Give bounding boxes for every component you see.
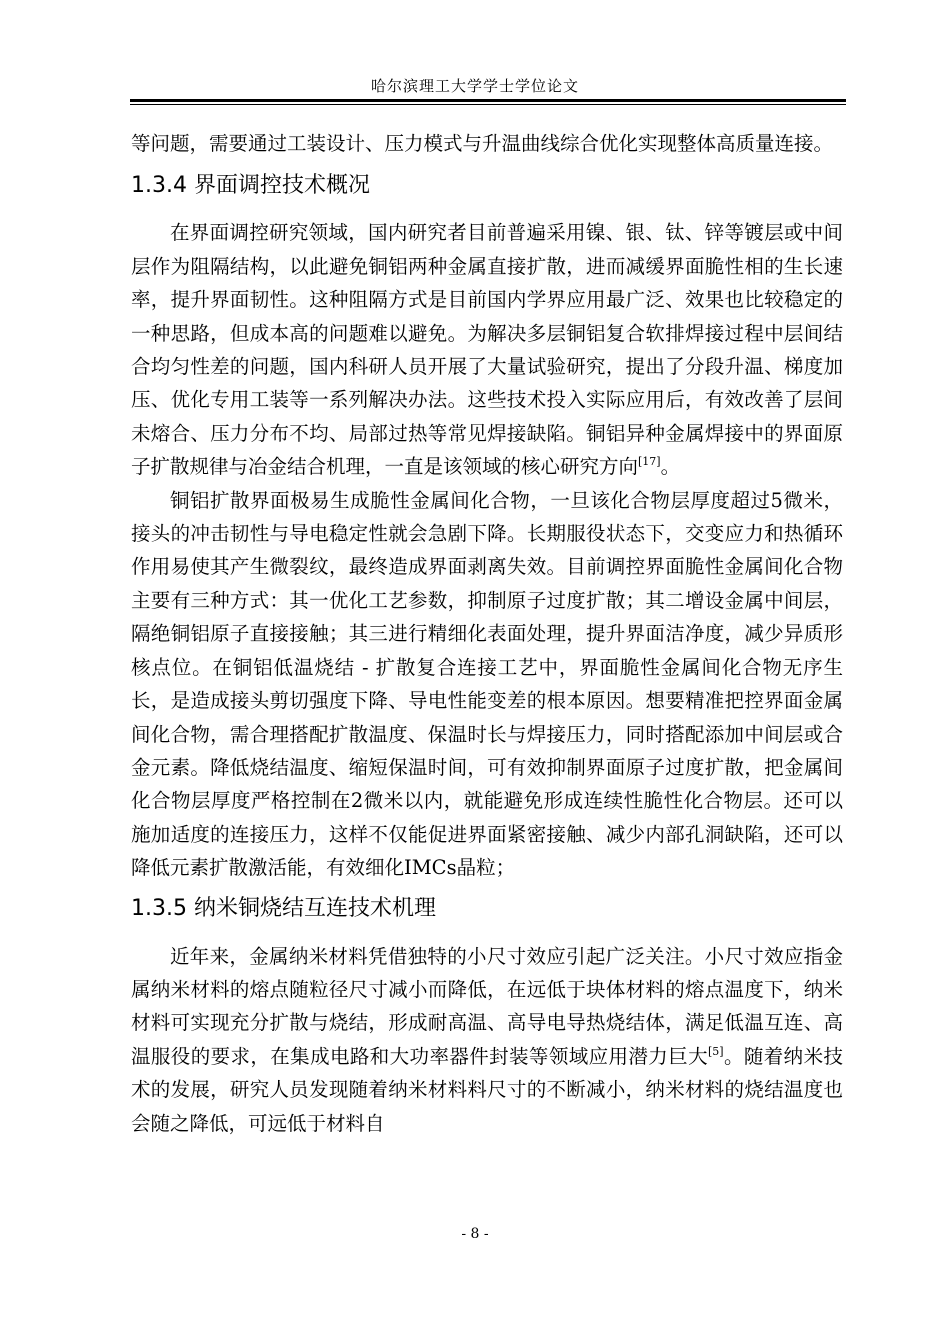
paragraph-text-end: 。 <box>660 455 681 479</box>
page-number: - 8 - <box>461 1226 489 1242</box>
paragraph-text-end: 。随着纳米技术的发展，研究人员发现随着纳米材料料尺寸的不断减小，纳米材料的烧结温度也会随之降低，可远低于材料自 <box>131 1044 843 1135</box>
paragraph-interface-control <box>131 216 843 483</box>
paragraph-nano-copper <box>131 940 843 1140</box>
header-rule-thick <box>130 99 846 102</box>
header-rule-thin <box>130 104 846 105</box>
paragraph-text: 在界面调控研究领域，国内研究者目前普遍采用镍、银、钛、锌等镀层或中间层作为阻隔结构，以此避免铜铝两种金属直接扩散，进而减缓界面脆性相的生长速率，提升界面韧性。这种阻隔方式是目前国内学界应用最广泛、效果也比较稳定的一种思路，但成本高的问题难以避免。为解决多层铜铝复合软排焊接过程中层间结合均匀性差的问题，国内科研人员开展了大量试验研究，提出了分段升温、梯度加压、优化专用工装等一系列解决办法。这些技术投入实际应用后，有效改善了层间未熔合、压力分布不均、局部过热等常见焊接缺陷。铜铝异种金属焊接中的界面原子扩散规律与冶金结合机理，一直是该领域的核心研究方向 <box>131 221 843 479</box>
section-heading-1-3-4: 1.3.4 界面调控技术概况 <box>131 173 370 199</box>
citation-ref: [17] <box>638 455 661 469</box>
paragraph-text: 近年来，金属纳米材料凭借独特的小尺寸效应引起广泛关注。小尺寸效应指金属纳米材料的熔点随粒径尺寸减小而降低，在远低于块体材料的熔点温度下，纳米材料可实现充分扩散与烧结，形成耐高温、高导电导热烧结体，满足低温互连、高温服役的要求，在集成电路和大功率器件封装等领域应用潜力巨大 <box>131 944 843 1068</box>
page-body <box>131 127 843 1140</box>
continued-paragraph: 等问题，需要通过工装设计、压力模式与升温曲线综合优化实现整体高质量连接。 <box>131 132 834 155</box>
paragraph-imc-control: 铜铝扩散界面极易生成脆性金属间化合物，一旦该化合物层厚度超过5微米，接头的冲击韧性与导电稳定性就会急剧下降。长期服役状态下，交变应力和热循环作用易使其产生微裂纹，最终造成界面剥离失效。目前调控界面脆性金属间化合物主要有三种方式：其一优化工艺参数，抑制原子过度扩散；其二增设金属中间层，隔绝铜铝原子直接接触；其三进行精细化表面处理，提升界面洁净度，减少异质形核点位。在铜铝低温烧结 - 扩散复合连接工艺中，界面脆性金属间化合物无序生长，是造成接头剪切强度下降、导电性能变差的根本原因。想要精准把控界面金属间化合物，需合理搭配扩散温度、保温时长与焊接压力，同时搭配添加中间层或合金元素。降低烧结温度、缩短保温时间，可有效抑制界面原子过度扩散，把金属间化合物层厚度严格控制在2微米以内，就能避免形成连续性脆性化合物层。还可以施加适度的连接压力，这样不仅能促进界面紧密接触、减少内部孔洞缺陷，还可以降低元素扩散激活能，有效细化IMCs晶粒； <box>131 488 843 880</box>
citation-ref: [5] <box>708 1044 724 1058</box>
section-heading-1-3-5: 1.3.5 纳米铜烧结互连技术机理 <box>131 895 436 921</box>
running-header-title: 哈尔滨理工大学学士学位论文 <box>370 77 579 95</box>
